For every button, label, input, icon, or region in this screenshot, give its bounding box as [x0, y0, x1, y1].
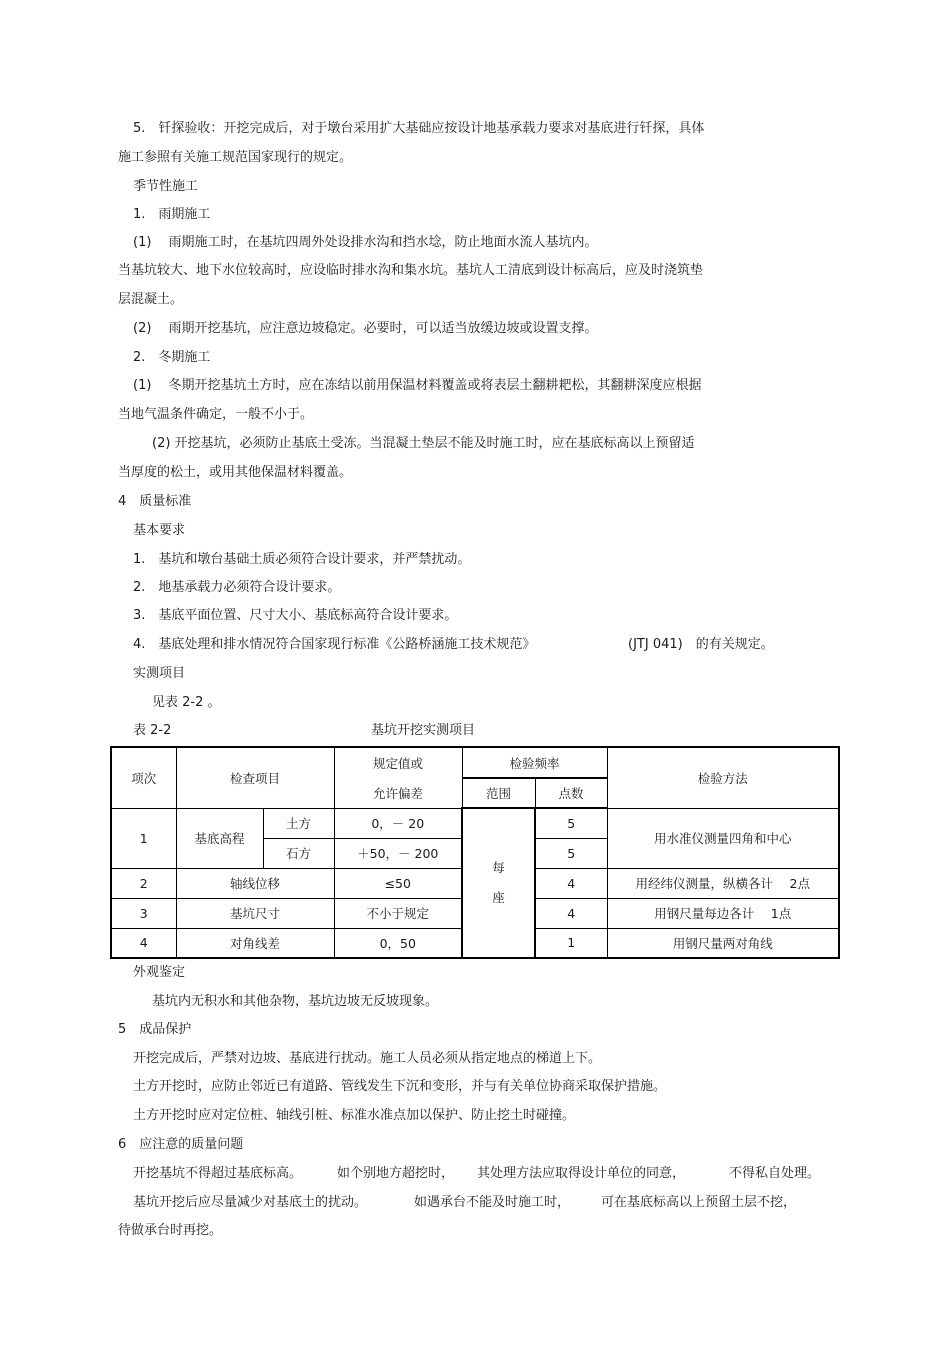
row3-no: 3 — [111, 898, 176, 928]
requirement-4-standard: (JTJ 041) 的有关规定。 — [628, 637, 774, 652]
rain-item-2: (2) 雨期开挖基坑，应注意边坡稳定。必要时，可以适当放缓边坡或设置支撑。 — [133, 321, 598, 336]
header-allowed-line1: 规定值或 — [373, 755, 424, 771]
winter-item-2-continuation: 当厚度的松土，或用其他保温材料覆盖。 — [118, 465, 353, 480]
item5-text: 5. 钎探验收：开挖完成后，对于墩台采用扩大基础应按设计地基承载力要求对基底进行钎探，具体 — [133, 121, 705, 136]
header-frequency: 检验频率 — [462, 747, 607, 778]
row3-value: 不小于规定 — [334, 898, 462, 928]
quality-issue-2-continuation: 待做承台时再挖。 — [118, 1223, 223, 1238]
rain-item-1-continuation: 当基坑较大、地下水位较高时，应设临时排水沟和集水坑。基坑人工清底到设计标高后，应及时浇筑垫 — [118, 263, 704, 278]
requirement-1: 1. 基坑和墩台基础土质必须符合设计要求，并严禁扰动。 — [133, 552, 471, 567]
requirement-3: 3. 基底平面位置、尺寸大小、基底标高符合设计要求。 — [133, 608, 458, 623]
protection-paragraph-3: 土方开挖时应对定位桩、轴线引桩、标准水准点加以保护、防止挖土时碰撞。 — [133, 1108, 576, 1123]
inspection-table — [110, 746, 840, 959]
row4-method: 用钢尺量两对角线 — [607, 928, 839, 958]
row1-item: 基底高程 — [176, 808, 263, 868]
basic-requirements-heading: 基本要求 — [133, 523, 186, 538]
header-points: 点数 — [535, 778, 607, 808]
header-range: 范围 — [462, 778, 535, 808]
row1b-value: ＋50，－ 200 — [334, 838, 462, 868]
quality-issue-1-part2: 如个别地方超挖时， — [337, 1166, 455, 1181]
quality-issue-1-part4: 不得私自处理。 — [729, 1166, 821, 1181]
row1a-value: 0，－ 20 — [334, 808, 462, 838]
row1-no: 1 — [111, 808, 176, 868]
row2-no: 2 — [111, 868, 176, 898]
table-title: 基坑开挖实测项目 — [371, 723, 476, 738]
header-check-item: 检查项目 — [176, 747, 334, 808]
row1a-points: 5 — [535, 808, 607, 838]
row1b-points: 5 — [535, 838, 607, 868]
header-item-no: 项次 — [111, 747, 176, 808]
see-table-note: 见表 2-2 。 — [152, 695, 221, 710]
header-allowed-line2: 允许偏差 — [373, 785, 424, 801]
item5-continuation: 施工参照有关施工规范国家现行的规定。 — [118, 150, 353, 165]
header-method: 检验方法 — [607, 747, 839, 808]
rain-item-1: (1) 雨期施工时，在基坑四周外处设排水沟和挡水埝，防止地面水流人基坑内。 — [133, 235, 598, 250]
rain-item-1-continuation-2: 层混凝土。 — [118, 292, 184, 307]
row3-method: 用钢尺量每边各计 1点 — [607, 898, 839, 928]
table-label: 表 2-2 — [133, 723, 172, 738]
section-6-heading: 6 应注意的质量问题 — [118, 1137, 244, 1152]
rain-heading: 1. 雨期施工 — [133, 207, 211, 222]
header-allowed-deviation — [334, 747, 462, 808]
row2-item: 轴线位移 — [176, 868, 334, 898]
row2-value: ≤50 — [334, 868, 462, 898]
section-5-heading: 5 成品保护 — [118, 1022, 192, 1037]
winter-item-1: (1) 冬期开挖基坑土方时，应在冻结以前用保温材料覆盖或将表层土翻耕耙松，其翻耕深度应根据 — [133, 378, 702, 393]
seasonal-heading: 季节性施工 — [133, 179, 199, 194]
row4-points: 1 — [535, 928, 607, 958]
winter-heading: 2. 冬期施工 — [133, 350, 211, 365]
row2-points: 4 — [535, 868, 607, 898]
appearance-text: 基坑内无积水和其他杂物，基坑边坡无反坡现象。 — [152, 994, 439, 1009]
measured-items-heading: 实测项目 — [133, 666, 186, 681]
row2-method: 用经纬仪测量，纵横各计 2点 — [607, 868, 839, 898]
row3-points: 4 — [535, 898, 607, 928]
row1-method: 用水准仪测量四角和中心 — [607, 808, 839, 868]
quality-issue-2-part2: 如遇承台不能及时施工时， — [414, 1195, 571, 1210]
winter-item-1-continuation: 当地气温条件确定，一般不小于。 — [118, 407, 314, 422]
range-char-2: 座 — [492, 890, 505, 905]
row4-no: 4 — [111, 928, 176, 958]
row1b-subitem: 石方 — [263, 838, 334, 868]
row4-value: 0，50 — [334, 928, 462, 958]
requirement-2: 2. 地基承载力必须符合设计要求。 — [133, 580, 341, 595]
quality-issue-2-part3: 可在基底标高以上预留土层不挖， — [601, 1195, 797, 1210]
section-4-heading: 4 质量标准 — [118, 494, 192, 509]
appearance-heading: 外观鉴定 — [133, 965, 186, 980]
range-per-pier — [462, 808, 535, 958]
quality-issue-1-part1: 开挖基坑不得超过基底标高。 — [133, 1166, 303, 1181]
range-char-1: 每 — [492, 860, 505, 875]
quality-issue-1-part3: 其处理方法应取得设计单位的同意， — [477, 1166, 686, 1181]
row4-item: 对角线差 — [176, 928, 334, 958]
protection-paragraph-1: 开挖完成后，严禁对边坡、基底进行扰动。施工人员必须从指定地点的梯道上下。 — [133, 1051, 602, 1066]
winter-item-2: (2) 开挖基坑，必须防止基底土受冻。当混凝土垫层不能及时施工时，应在基底标高以上预留适 — [152, 436, 695, 451]
row1a-subitem: 土方 — [263, 808, 334, 838]
row3-item: 基坑尺寸 — [176, 898, 334, 928]
requirement-4: 4. 基底处理和排水情况符合国家现行标准《公路桥涵施工技术规范》 — [133, 637, 536, 652]
protection-paragraph-2: 土方开挖时，应防止邻近已有道路、管线发生下沉和变形，并与有关单位协商采取保护措施。 — [133, 1079, 667, 1094]
quality-issue-2-part1: 基坑开挖后应尽量减少对基底土的扰动。 — [133, 1195, 368, 1210]
